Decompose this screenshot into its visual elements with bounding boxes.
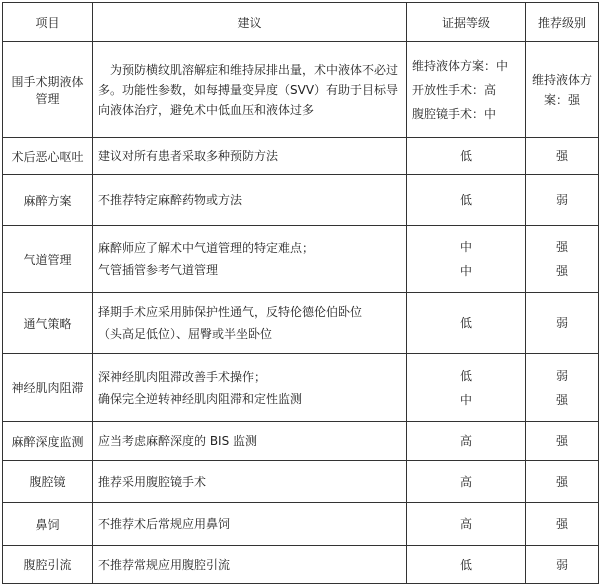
suggestion-line: 不推荐常规应用腹腔引流 bbox=[98, 557, 231, 572]
row-suggestion bbox=[93, 293, 407, 354]
suggestion-line: 不推荐术后常规应用鼻饲 bbox=[98, 517, 231, 531]
recommendation-line: 弱 bbox=[555, 368, 568, 383]
recommendation-line: 强 bbox=[555, 149, 568, 163]
suggestion-line: 深神经肌肉阻滞改善手术操作； bbox=[98, 369, 267, 384]
recommendation-line: 强 bbox=[555, 240, 568, 254]
row-evidence bbox=[407, 546, 526, 584]
recommendation-line: 强 bbox=[555, 264, 568, 278]
row-suggestion bbox=[93, 354, 407, 422]
suggestion-line: 不推荐特定麻醉药物或方法 bbox=[98, 193, 243, 207]
suggestion-line: 为预防横纹肌溶解症和维持尿排出量，术中液体不必过多。功能性参数，如每搏量变异度（SVV）有助于目标导向液体治疗，避免术中低血压和液体过多 bbox=[98, 62, 399, 117]
table-row bbox=[3, 546, 599, 584]
table-row bbox=[3, 422, 599, 461]
recommendation-line: 强 bbox=[555, 474, 568, 489]
header-item: 项目 bbox=[3, 3, 93, 42]
evidence-line: 腹腔镜手术：中 bbox=[412, 106, 497, 121]
row-item: 术后恶心呕吐 bbox=[3, 138, 93, 175]
table-row bbox=[3, 293, 599, 354]
row-suggestion bbox=[93, 503, 407, 546]
row-recommendation bbox=[526, 293, 599, 354]
row-recommendation bbox=[526, 461, 599, 503]
table-row bbox=[3, 226, 599, 293]
table-row bbox=[3, 503, 599, 546]
evidence-line: 低 bbox=[459, 368, 472, 383]
row-suggestion bbox=[93, 226, 407, 293]
row-recommendation bbox=[526, 138, 599, 175]
row-item: 麻醉深度监测 bbox=[3, 422, 93, 461]
row-evidence bbox=[407, 138, 526, 175]
row-evidence bbox=[407, 226, 526, 293]
table-row bbox=[3, 138, 599, 175]
row-recommendation bbox=[526, 503, 599, 546]
row-item: 腹腔引流 bbox=[3, 546, 93, 584]
header-suggestion: 建议 bbox=[93, 3, 407, 42]
recommendation-line: 弱 bbox=[555, 193, 568, 207]
row-recommendation bbox=[526, 546, 599, 584]
suggestion-line: 气管插管参考气道管理 bbox=[98, 263, 219, 277]
evidence-line: 中 bbox=[459, 264, 472, 278]
evidence-line: 低 bbox=[459, 316, 472, 330]
evidence-line: 高 bbox=[459, 434, 472, 448]
suggestion-line: 推荐采用腹腔镜手术 bbox=[98, 474, 207, 489]
row-item: 鼻饲 bbox=[3, 503, 93, 546]
guideline-table bbox=[2, 2, 599, 584]
evidence-line: 低 bbox=[459, 149, 472, 163]
row-recommendation bbox=[526, 42, 599, 138]
row-evidence bbox=[407, 354, 526, 422]
suggestion-line: 择期手术应采用肺保护性通气，反特伦德伦伯卧位 bbox=[98, 305, 363, 319]
evidence-line: 中 bbox=[459, 240, 472, 254]
evidence-line: 高 bbox=[459, 517, 472, 531]
table-row bbox=[3, 175, 599, 226]
table-row bbox=[3, 42, 599, 138]
row-item: 神经肌肉阻滞 bbox=[3, 354, 93, 422]
row-evidence bbox=[407, 293, 526, 354]
evidence-line: 低 bbox=[459, 193, 472, 207]
row-suggestion bbox=[93, 546, 407, 584]
table-row bbox=[3, 354, 599, 422]
row-suggestion bbox=[93, 175, 407, 226]
row-recommendation bbox=[526, 226, 599, 293]
evidence-line: 高 bbox=[459, 474, 472, 489]
row-suggestion bbox=[93, 42, 407, 138]
header-evidence: 证据等级 bbox=[407, 3, 526, 42]
row-item: 通气策略 bbox=[3, 293, 93, 354]
recommendation-line: 强 bbox=[555, 434, 568, 448]
row-suggestion bbox=[93, 138, 407, 175]
recommendation-line: 弱 bbox=[555, 557, 568, 572]
evidence-line: 开放性手术：高 bbox=[412, 82, 497, 97]
suggestion-line: （头高足低位）、屈臀或半坐卧位 bbox=[98, 327, 273, 341]
suggestion-line: 建议对所有患者采取多种预防方法 bbox=[98, 149, 279, 163]
row-evidence bbox=[407, 175, 526, 226]
row-recommendation bbox=[526, 422, 599, 461]
suggestion-line: 麻醉师应了解术中气道管理的特定难点； bbox=[98, 241, 315, 255]
evidence-line: 中 bbox=[459, 392, 472, 407]
row-item: 围手术期液体管理 bbox=[3, 42, 93, 138]
recommendation-line: 弱 bbox=[555, 316, 568, 330]
row-evidence bbox=[407, 422, 526, 461]
row-recommendation bbox=[526, 354, 599, 422]
recommendation-line: 强 bbox=[555, 517, 568, 531]
suggestion-line: 确保完全逆转神经肌肉阻滞和定性监测 bbox=[98, 391, 303, 406]
row-evidence bbox=[407, 461, 526, 503]
evidence-line: 低 bbox=[459, 557, 472, 572]
table-header-row bbox=[3, 3, 599, 42]
row-recommendation bbox=[526, 175, 599, 226]
header-recommendation: 推荐级别 bbox=[526, 3, 599, 42]
recommendation-line: 强 bbox=[555, 392, 568, 407]
row-item: 麻醉方案 bbox=[3, 175, 93, 226]
row-evidence bbox=[407, 503, 526, 546]
row-evidence bbox=[407, 42, 526, 138]
suggestion-line: 应当考虑麻醉深度的 BIS 监测 bbox=[98, 434, 258, 448]
table-row bbox=[3, 461, 599, 503]
row-suggestion bbox=[93, 461, 407, 503]
row-item: 腹腔镜 bbox=[3, 461, 93, 503]
row-suggestion bbox=[93, 422, 407, 461]
row-item: 气道管理 bbox=[3, 226, 93, 293]
evidence-line: 维持液体方案：中 bbox=[412, 58, 509, 73]
recommendation-line: 维持液体方案：强 bbox=[531, 72, 592, 107]
